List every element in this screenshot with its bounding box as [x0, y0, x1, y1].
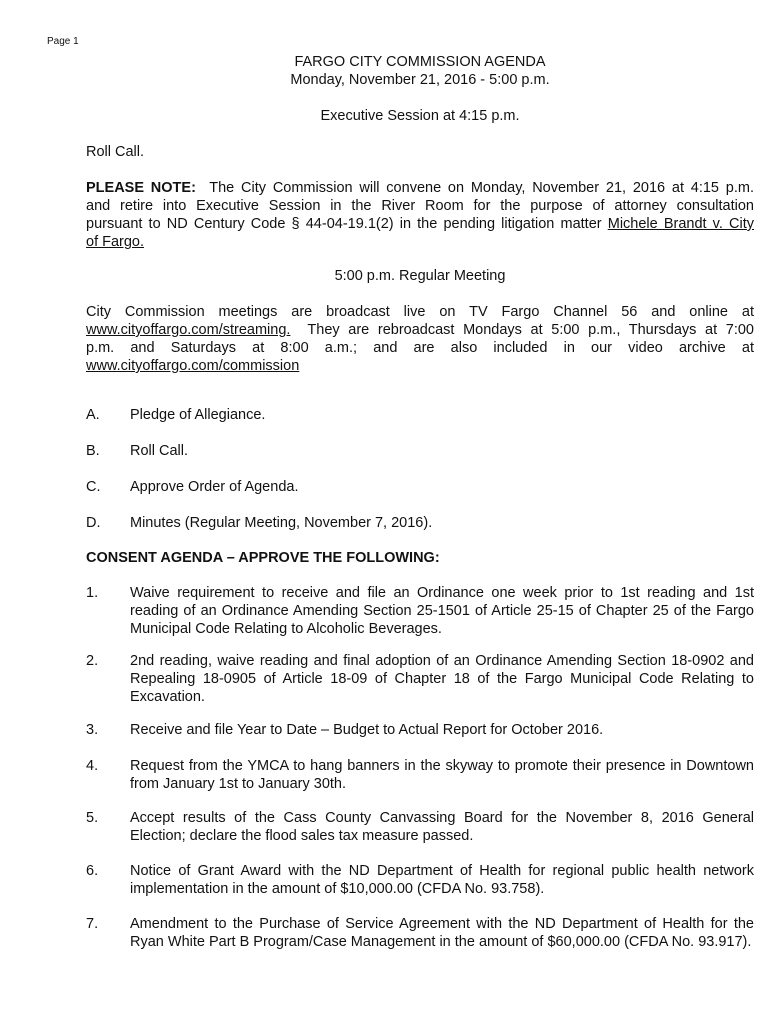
- note-line-4: [86, 233, 754, 251]
- case-name: Michele Brandt v. City: [607, 216, 754, 232]
- note-line-2: and retire into Executive Session in the River Room for the purpose of attorney consultation: [86, 198, 754, 214]
- broadcast-info: [86, 303, 754, 375]
- note-line-1: PLEASE NOTE: The City Commission will convene on Monday, November 21, 2016 at 4:15 p.m.: [86, 180, 754, 196]
- agenda-page: Page 1 FARGO CITY COMMISSION AGENDA Monday, November 21, 2016 - 5:00 p.m. Executive Session at 4:15 p.m. Roll Call. PLEASE NOTE: The City Commission will convene on Monday, November 21, 2016 at 4:15 p.m. and retire into Executive Session in the River Room for the purpose of attorney consultation pursuant to ND Century Code § 44-04-19.1(2) in the pending litigation matter Michele Brandt v. City of Fargo. 5:00 p.m. Regular Meeting City Commission meetings are broadcast live on TV Fargo Channel 56 and online at www.cityoffargo.com/streaming. They are rebroadcast Mondays at 5:00 p.m., Thursdays at 7:00 p.m. and Saturdays at 8:00 a.m.; and are also included in our video archive at www.cityoffargo.com/commission A. Pledge of Allegiance. B. Roll Call. C. Approve Order of Agenda. D. Minutes (Regular Meeting, November 7, 2016). CONSENT AGENDA – APPROVE THE FOLLOWING: 1. Waive requirement to receive and file an Ordinance one week prior to 1st reading and 1st reading of an Ordinance Amending Section 25-1501 of Article 25-15 of Chapter 25 of the Fargo Municipal Code Relating to Alcoholic Beverages. 2. 2nd reading, waive reading and final adoption of an Ordinance Amending Section 18-0902 and Repealing 18-0905 of Article 18-09 of Chapter 18 of the Fargo Municipal Code Relating to Excavation. 3. Receive and file Year to Date – Budget to Actual Report for October 2016. 4. Request from the YMCA to hang banners in the skyway to promote their presence in Downtown from January 1st to January 30th. 5. Accept results of the Cass County Canvassing Board for the November 8, 2016 General Election; declare the flood sales tax measure passed. 6. Notice of Grant Award with the ND Department of Health for regional public health network implementation in the amount of $10,000.00 (CFDA No. 93.758). 7. Amendment to the Purchase of Service Agreement with the ND Department of Health for the Ryan White Part B Program/Case Management in the amount of $60,000.00 (CFDA No. 93.917).: [47, 36, 754, 950]
- agenda-title: FARGO CITY COMMISSION AGENDA: [294, 54, 546, 70]
- note-label: PLEASE NOTE:: [86, 180, 196, 196]
- roll-call-intro: Roll Call.: [86, 144, 145, 160]
- broadcast-line-1: City Commission meetings are broadcast live on TV Fargo Channel 56 and online at: [86, 304, 754, 320]
- streaming-link[interactable]: www.cityoffargo.com/streaming.: [86, 322, 291, 338]
- broadcast-line-2: www.cityoffargo.com/streaming. They are rebroadcast Mondays at 5:00 p.m., Thursdays at 7:00: [86, 322, 754, 338]
- broadcast-line-3: p.m. and Saturdays at 8:00 a.m.; and are also included in our video archive at: [86, 340, 754, 356]
- please-note: [86, 179, 754, 251]
- commission-link[interactable]: www.cityoffargo.com/commission: [86, 358, 300, 374]
- case-name-cont: of Fargo.: [86, 234, 145, 250]
- executive-session-time: Executive Session at 4:15 p.m.: [320, 108, 520, 124]
- regular-meeting-heading: 5:00 p.m. Regular Meeting: [334, 268, 506, 284]
- broadcast-line-4: [86, 357, 754, 375]
- consent-agenda-heading: CONSENT AGENDA – APPROVE THE FOLLOWING:: [86, 550, 440, 566]
- meeting-date: Monday, November 21, 2016 - 5:00 p.m.: [290, 72, 550, 88]
- page-label: Page 1: [47, 36, 79, 47]
- note-line-3: pursuant to ND Century Code § 44-04-19.1(2) in the pending litigation matter Michele Brandt v. City: [86, 216, 754, 232]
